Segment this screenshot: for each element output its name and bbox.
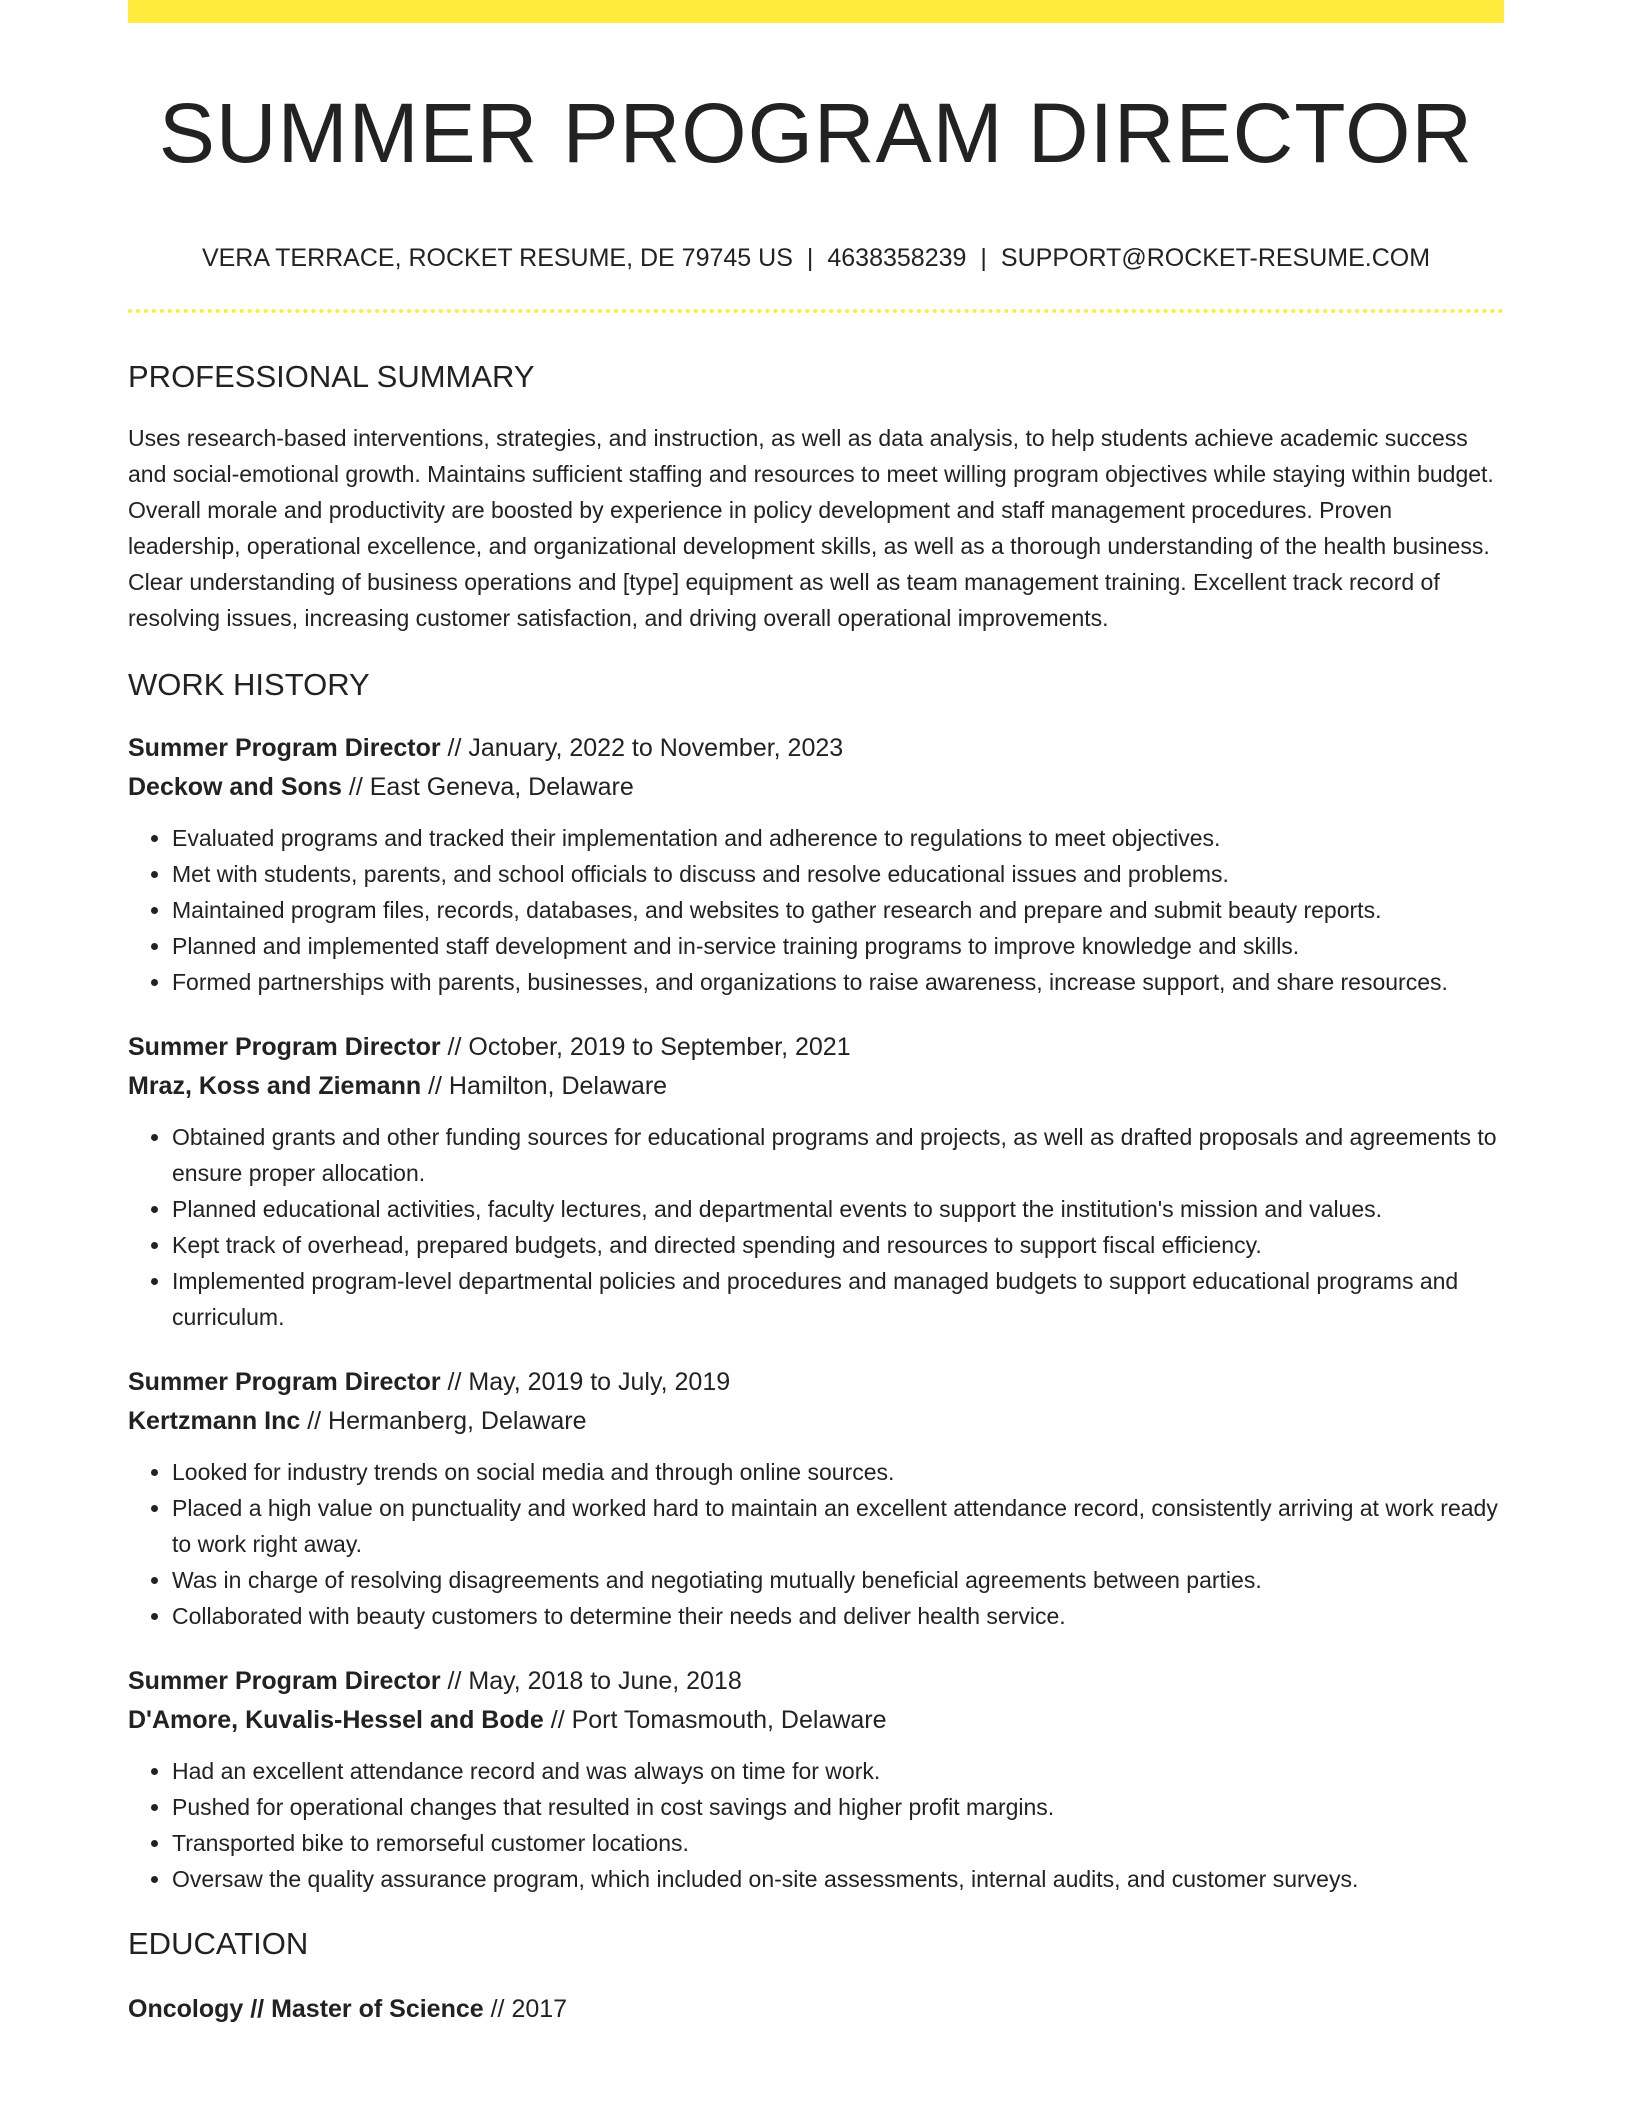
resume-title: SUMMER PROGRAM DIRECTOR [158, 86, 1474, 180]
job-dates: // October, 2019 to September, 2021 [440, 1032, 851, 1061]
job-bullet: • Evaluated programs and tracked their implementation and adherence to regulations to meet objectives. [172, 820, 1504, 856]
job-bullet: • Obtained grants and other funding sources for educational programs and projects, as well as drafted proposals and agreements to ensure proper allocation. [172, 1119, 1504, 1191]
company-name: Mraz, Koss and Ziemann [128, 1071, 422, 1100]
job-bullet: • Collaborated with beauty customers to determine their needs and deliver health service. [172, 1598, 1504, 1634]
job-bullet: • Had an excellent attendance record and was always on time for work. [172, 1753, 1504, 1789]
job-title: Summer Program Director [128, 1666, 441, 1695]
job-bullet: • Maintained program files, records, databases, and websites to gather research and prepare and submit beauty reports. [172, 892, 1504, 928]
job-bullet: • Formed partnerships with parents, businesses, and organizations to raise awareness, increase support, and share resources. [172, 964, 1504, 1000]
phone: 4638358239 [827, 244, 967, 273]
job-company-line [128, 768, 1504, 807]
job-entry [128, 1662, 1504, 1897]
job-title: Summer Program Director [128, 1367, 441, 1396]
job-bullet: • Planned educational activities, faculty lectures, and departmental events to support the institution's mission and values. [172, 1191, 1504, 1227]
job-dates: // May, 2019 to July, 2019 [440, 1367, 731, 1396]
job-location: // Hamilton, Delaware [421, 1071, 668, 1100]
job-company-line [128, 1701, 1504, 1740]
job-bullet: • Kept track of overhead, prepared budgets, and directed spending and resources to support fiscal efficiency. [172, 1227, 1504, 1263]
job-dates: // May, 2018 to June, 2018 [440, 1666, 742, 1695]
email-link[interactable]: SUPPORT@ROCKET-RESUME.COM [1000, 244, 1431, 273]
contact-separator: | [980, 244, 987, 273]
degree: Oncology // Master of Science [128, 1994, 484, 2023]
company-name: Kertzmann Inc [128, 1406, 301, 1435]
job-title: Summer Program Director [128, 733, 441, 762]
job-bullets [128, 1454, 1504, 1634]
job-company-line [128, 1067, 1504, 1106]
graduation-year: // 2017 [483, 1994, 568, 2023]
job-location: // East Geneva, Delaware [341, 772, 634, 801]
job-title-line [128, 1363, 1504, 1402]
summary-heading: PROFESSIONAL SUMMARY [128, 359, 535, 395]
company-name: Deckow and Sons [128, 772, 342, 801]
address: VERA TERRACE, ROCKET RESUME, DE 79745 US [201, 244, 793, 273]
job-bullet: • Transported bike to remorseful customer locations. [172, 1825, 1504, 1861]
job-location: // Hermanberg, Delaware [300, 1406, 587, 1435]
header-divider [128, 309, 1504, 313]
work-history-heading: WORK HISTORY [128, 666, 370, 702]
job-bullets [128, 1119, 1504, 1335]
company-name: D'Amore, Kuvalis-Hessel and Bode [128, 1705, 544, 1734]
job-bullet: • Pushed for operational changes that resulted in cost savings and higher profit margins. [172, 1789, 1504, 1825]
job-title-line [128, 1028, 1504, 1067]
job-company-line [128, 1402, 1504, 1441]
job-entry [128, 1028, 1504, 1335]
job-bullet: • Oversaw the quality assurance program, which included on-site assessments, internal audits, and customer surveys. [172, 1861, 1504, 1897]
job-title-line [128, 1662, 1504, 1701]
summary-text: Uses research-based interventions, strategies, and instruction, as well as data analysis, to help students achieve academic success and social-emotional growth. Maintains sufficient staffing and resources to meet willing program objectives while staying within budget. Overall morale and productivity are boosted by experience in policy development and staff management procedures. Proven leadership, operational excellence, and organizational development skills, as well as a thorough understanding of the health business. Clear understanding of business operations and [type] equipment as well as team management training. Excellent track record of resolving issues, increasing customer satisfaction, and driving overall operational improvements. [128, 424, 1494, 631]
top-accent-bar [128, 0, 1504, 23]
job-entry [128, 1363, 1504, 1634]
job-location: // Port Tomasmouth, Delaware [543, 1705, 887, 1734]
education-entry [128, 1990, 1504, 2029]
job-bullet: • Planned and implemented staff development and in-service training programs to improve knowledge and skills. [172, 928, 1504, 964]
job-bullet: • Was in charge of resolving disagreements and negotiating mutually beneficial agreements between parties. [172, 1562, 1504, 1598]
contact-line [128, 243, 1504, 273]
job-bullets [128, 820, 1504, 1000]
resume-page [128, 0, 1504, 2029]
job-title-line [128, 729, 1504, 768]
job-entry [128, 729, 1504, 1000]
job-title: Summer Program Director [128, 1032, 441, 1061]
education-heading: EDUCATION [128, 1925, 309, 1961]
job-dates: // January, 2022 to November, 2023 [440, 733, 844, 762]
contact-separator: | [806, 244, 814, 273]
job-bullets [128, 1753, 1504, 1897]
job-bullet: • Met with students, parents, and school officials to discuss and resolve educational issues and problems. [172, 856, 1504, 892]
job-bullet: • Looked for industry trends on social media and through online sources. [172, 1454, 1504, 1490]
job-bullet: • Implemented program-level departmental policies and procedures and managed budgets to support educational programs and curriculum. [172, 1263, 1504, 1335]
job-bullet: • Placed a high value on punctuality and worked hard to maintain an excellent attendance record, consistently arriving at work ready to work right away. [172, 1490, 1504, 1562]
